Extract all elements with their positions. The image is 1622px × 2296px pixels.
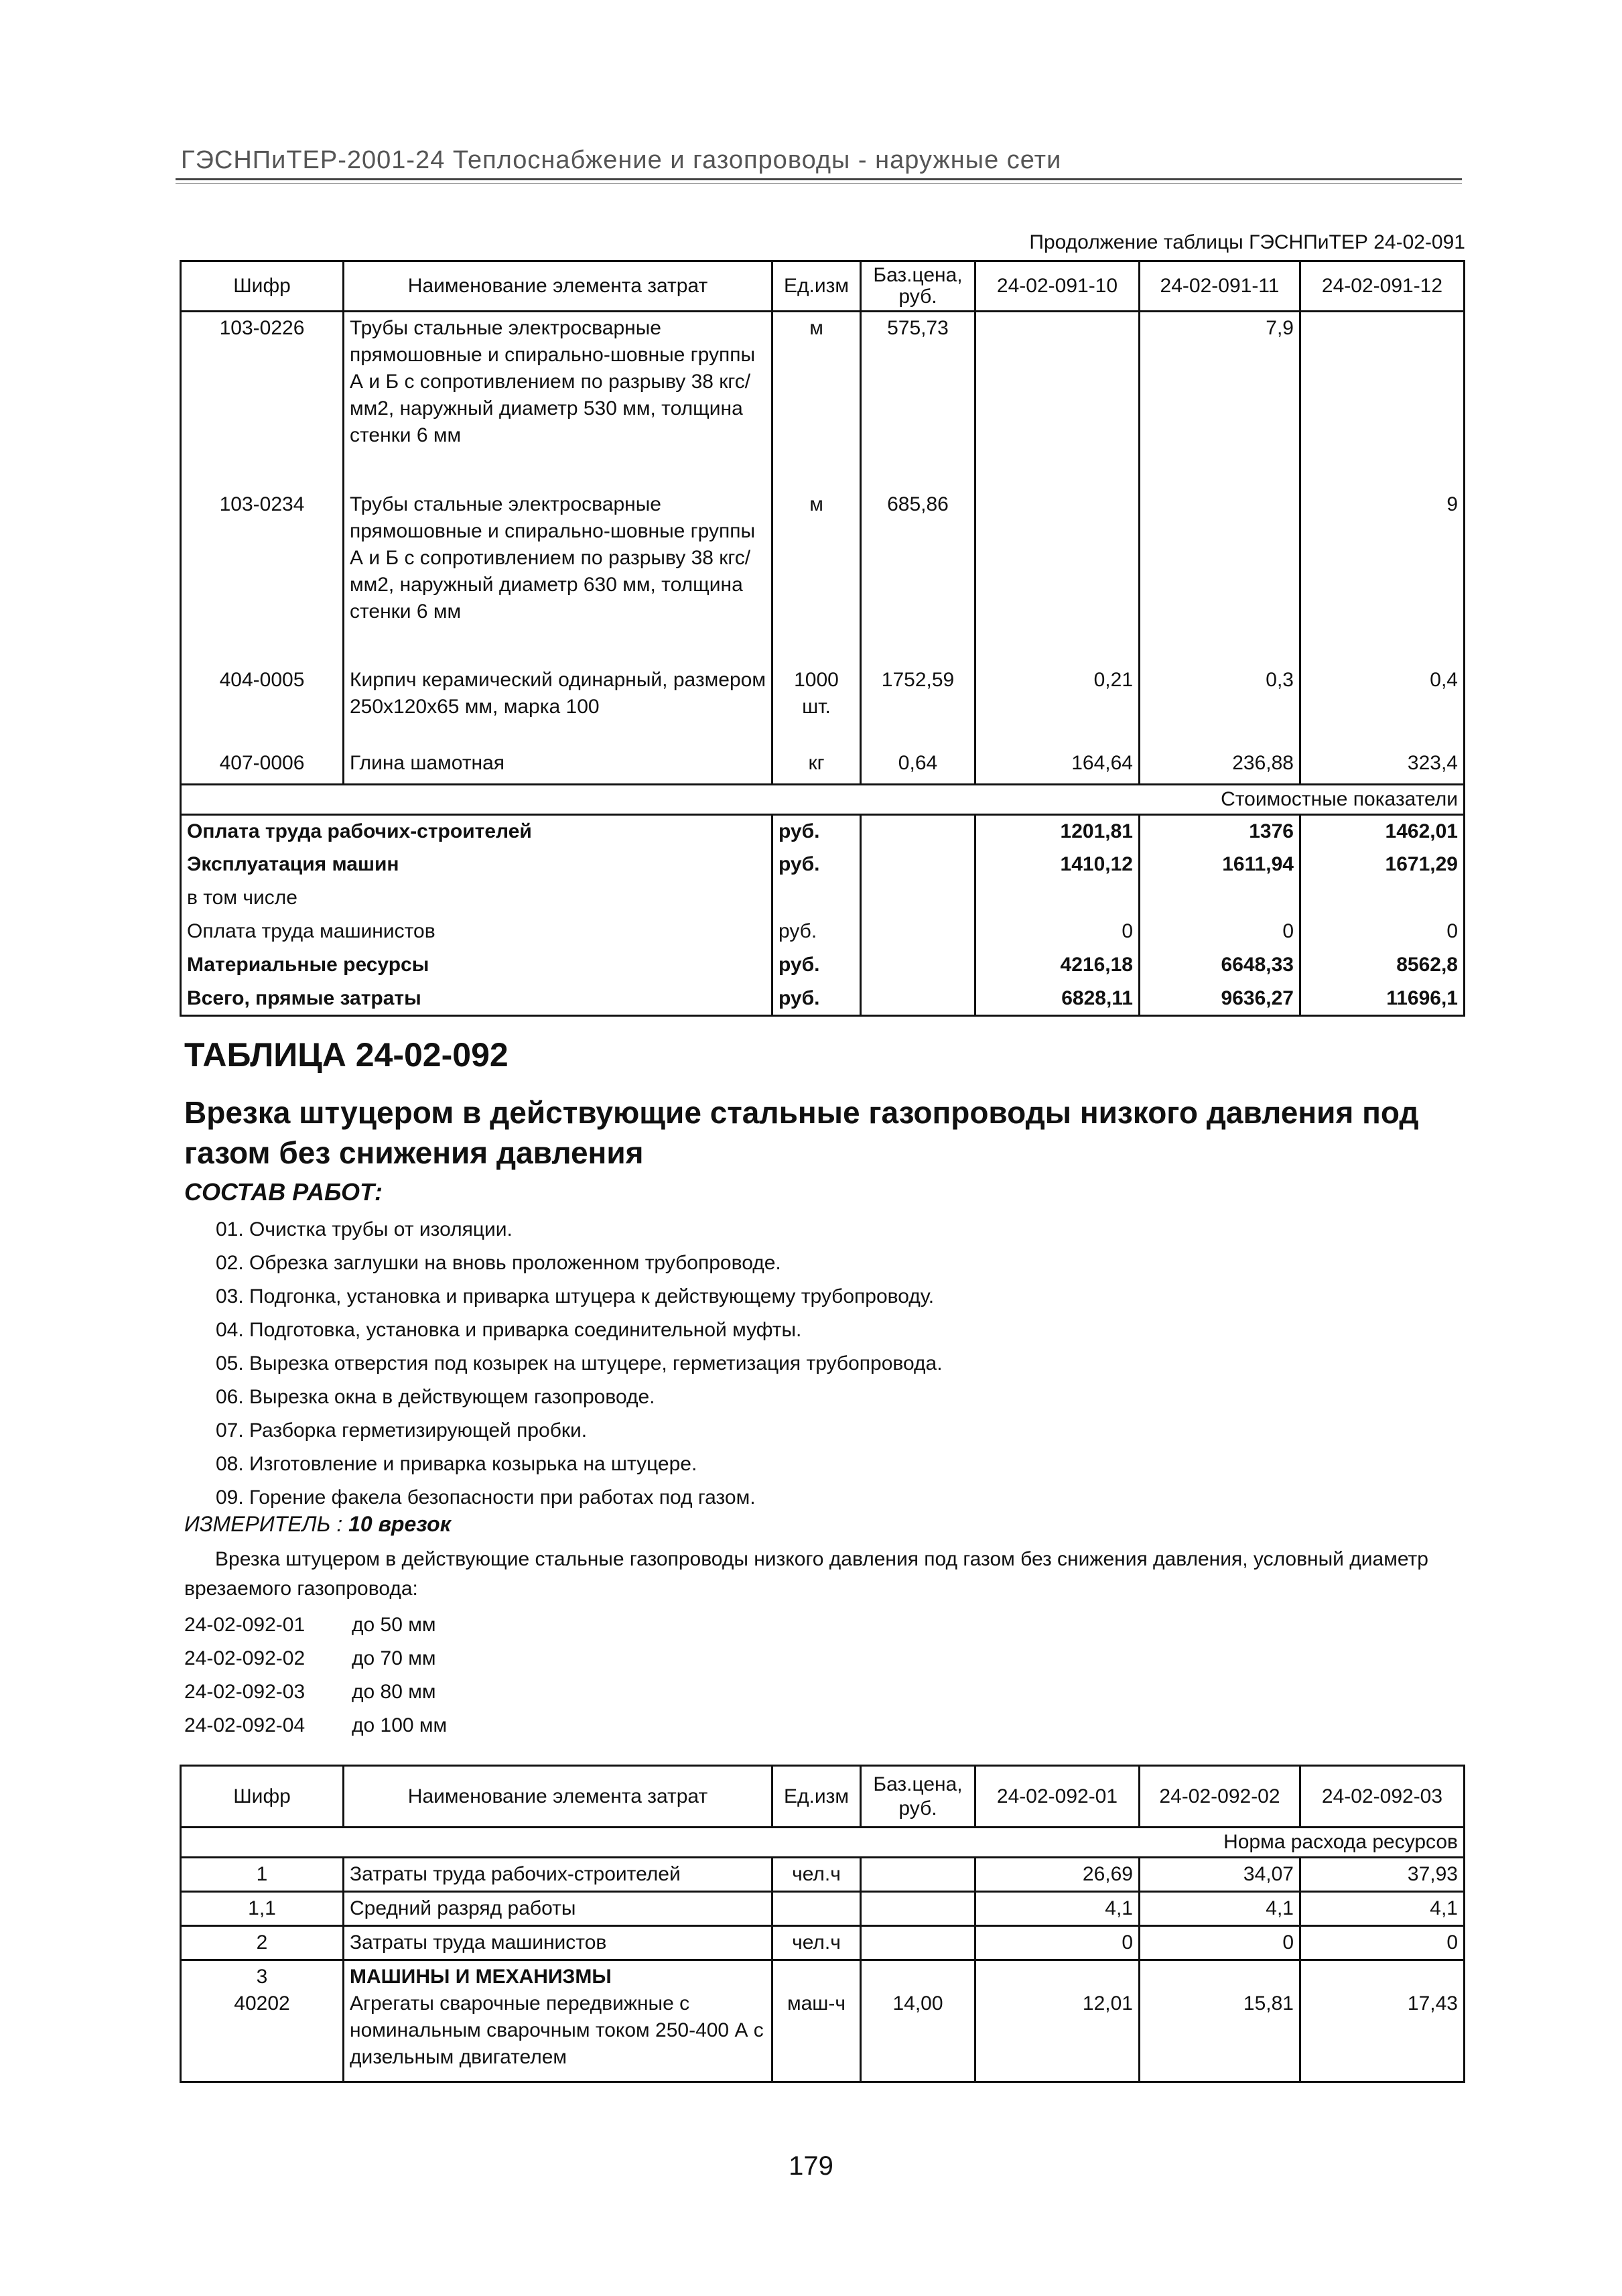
cost-name: в том числе xyxy=(181,882,772,915)
row-price xyxy=(861,1892,975,1926)
col-header-variant-01: 24-02-092-01 xyxy=(975,1766,1140,1828)
row-code: 2 xyxy=(181,1926,344,1960)
cost-unit: руб. xyxy=(772,915,861,949)
cost-value-2 xyxy=(1140,882,1300,915)
col-header-variant-03: 24-02-092-03 xyxy=(1300,1766,1465,1828)
list-item: 06. Вырезка окна в действующем газопроводе. xyxy=(216,1386,655,1408)
cost-value-3: 0 xyxy=(1300,915,1465,949)
row-unit: кг xyxy=(772,747,861,785)
row-value-2: 34,07 xyxy=(1140,1858,1300,1892)
row-unit: чел.ч xyxy=(772,1926,861,1960)
cost-name: Материальные ресурсы xyxy=(181,949,772,982)
row-unit: маш-ч xyxy=(787,1992,846,2015)
row-name: Трубы стальные электросварные прямошовные и спирально-шовные группы А и Б с сопротивлением по разрыву 38 кгс/мм2, наружный диаметр 530 мм, толщина стенки 6 мм xyxy=(344,312,772,489)
col-header-name: Наименование элемента затрат xyxy=(344,261,772,312)
row-name: Кирпич керамический одинарный, размером 250х120х65 мм, марка 100 xyxy=(344,664,772,747)
machines-codes xyxy=(181,1960,344,2082)
col-header-variant-10: 24-02-091-10 xyxy=(975,261,1140,312)
variant-code: 24-02-092-04 xyxy=(184,1714,306,1736)
resources-table-092 xyxy=(180,1765,1465,2083)
col-header-name: Наименование элемента затрат xyxy=(344,1766,772,1828)
row-name: Трубы стальные электросварные прямошовные и спирально-шовные группы А и Б с сопротивлением по разрыву 38 кгс/мм2, наружный диаметр 630 мм, толщина стенки 6 мм xyxy=(344,489,772,664)
cost-row xyxy=(181,915,1465,949)
machines-group-code: 3 xyxy=(256,1966,268,1988)
cost-section-header-row xyxy=(181,785,1465,815)
row-value-1 xyxy=(975,489,1140,664)
row-value-2: 0,3 xyxy=(1140,664,1300,747)
row-code: 40202 xyxy=(234,1992,290,2015)
row-value-3: 9 xyxy=(1300,489,1465,664)
variant-code: 24-02-092-02 xyxy=(184,1647,306,1669)
machines-group xyxy=(181,1960,1465,2082)
meter-value: 10 врезок xyxy=(348,1512,451,1536)
row-name: Затраты труда машинистов xyxy=(344,1926,772,1960)
row-value-1 xyxy=(975,312,1140,489)
cost-value-2: 9636,27 xyxy=(1140,982,1300,1016)
row-value-1: 4,1 xyxy=(975,1892,1140,1926)
row-unit: 1000 шт. xyxy=(772,664,861,747)
table-header-row xyxy=(181,261,1465,312)
row-code: 1 xyxy=(181,1858,344,1892)
row-value-2: 7,9 xyxy=(1140,312,1300,489)
meter-line xyxy=(184,1512,451,1537)
variant-code: 24-02-092-03 xyxy=(184,1681,306,1703)
row-code: 103-0226 xyxy=(181,312,344,489)
table-row xyxy=(181,1892,1465,1926)
cost-value-2: 1611,94 xyxy=(1140,848,1300,882)
row-code: 407-0006 xyxy=(181,747,344,785)
row-code: 404-0005 xyxy=(181,664,344,747)
cost-row xyxy=(181,815,1465,848)
cost-row xyxy=(181,949,1465,982)
cost-value-2: 1376 xyxy=(1140,815,1300,848)
machines-group-title: МАШИНЫ И МЕХАНИЗМЫ xyxy=(350,1966,612,1988)
row-value-2: 236,88 xyxy=(1140,747,1300,785)
page-number: 179 xyxy=(789,2151,833,2181)
row-name: Затраты труда рабочих-строителей xyxy=(344,1858,772,1892)
row-price xyxy=(861,1926,975,1960)
cost-value-1: 6828,11 xyxy=(975,982,1140,1016)
variant-text: до 50 мм xyxy=(352,1614,436,1636)
variant-text: до 100 мм xyxy=(352,1714,448,1736)
header-rule xyxy=(176,178,1462,180)
row-code: 1,1 xyxy=(181,1892,344,1926)
list-item xyxy=(184,1642,447,1675)
row-value-3: 0,4 xyxy=(1300,664,1465,747)
cost-value-3: 8562,8 xyxy=(1300,949,1465,982)
machines-values-1 xyxy=(975,1960,1140,2082)
row-value-2 xyxy=(1140,489,1300,664)
running-header: ГЭСНПиТЕР-2001-24 Теплоснабжение и газопроводы - наружные сети xyxy=(181,146,1062,174)
col-header-variant-02: 24-02-092-02 xyxy=(1140,1766,1300,1828)
section-title: ТАБЛИЦА 24-02-092 xyxy=(184,1036,509,1074)
col-header-unit: Ед.изм xyxy=(772,261,861,312)
works-list xyxy=(216,1213,943,1515)
machines-prices xyxy=(861,1960,975,2082)
row-value-1: 12,01 xyxy=(1082,1992,1133,2015)
row-value-2: 4,1 xyxy=(1140,1892,1300,1926)
variant-text: до 80 мм xyxy=(352,1681,436,1703)
row-value-3 xyxy=(1300,312,1465,489)
cost-row-total xyxy=(181,982,1465,1016)
row-value-3: 4,1 xyxy=(1300,1892,1465,1926)
list-item xyxy=(184,1608,447,1642)
meter-label: ИЗМЕРИТЕЛЬ : xyxy=(184,1512,343,1536)
row-value-3: 323,4 xyxy=(1300,747,1465,785)
row-value-1: 0 xyxy=(975,1926,1140,1960)
row-value-3: 37,93 xyxy=(1300,1858,1465,1892)
cost-name: Оплата труда рабочих-строителей xyxy=(181,815,772,848)
row-value-3: 17,43 xyxy=(1407,1992,1458,2015)
cost-row xyxy=(181,882,1465,915)
col-header-variant-12: 24-02-091-12 xyxy=(1300,261,1465,312)
list-item xyxy=(184,1709,447,1742)
list-item: 02. Обрезка заглушки на вновь проложенном трубопроводе. xyxy=(216,1252,781,1274)
table-row xyxy=(181,1926,1465,1960)
table-row xyxy=(181,489,1465,664)
list-item xyxy=(184,1675,447,1709)
cost-value-1: 0 xyxy=(975,915,1140,949)
cost-value-2: 0 xyxy=(1140,915,1300,949)
variant-list xyxy=(184,1608,447,1742)
cost-value-3: 11696,1 xyxy=(1300,982,1465,1016)
machines-names xyxy=(344,1960,772,2082)
row-price: 0,64 xyxy=(861,747,975,785)
cost-value-3: 1671,29 xyxy=(1300,848,1465,882)
cost-unit: руб. xyxy=(772,982,861,1016)
list-item: 09. Горение факела безопасности при работах под газом. xyxy=(216,1486,756,1509)
table-continuation-caption: Продолжение таблицы ГЭСНПиТЕР 24-02-091 xyxy=(1029,231,1465,253)
col-header-price: Баз.цена, руб. xyxy=(861,261,975,312)
row-price xyxy=(861,1858,975,1892)
row-unit: чел.ч xyxy=(772,1858,861,1892)
table-header-row xyxy=(181,1766,1465,1828)
cost-name: Эксплуатация машин xyxy=(181,848,772,882)
cost-unit: руб. xyxy=(772,815,861,848)
machines-values-2 xyxy=(1140,1960,1300,2082)
variant-code: 24-02-092-01 xyxy=(184,1614,306,1636)
list-item: 04. Подготовка, установка и приварка соединительной муфты. xyxy=(216,1319,802,1341)
norm-section-header-row xyxy=(181,1828,1465,1858)
col-header-price: Баз.цена, руб. xyxy=(861,1766,975,1828)
cost-value-1 xyxy=(975,882,1140,915)
cost-unit xyxy=(772,882,861,915)
list-item: 08. Изготовление и приварка козырька на штуцере. xyxy=(216,1453,697,1475)
cost-name: Оплата труда машинистов xyxy=(181,915,772,949)
table-row xyxy=(181,664,1465,747)
cost-value-3 xyxy=(1300,882,1465,915)
works-label: СОСТАВ РАБОТ: xyxy=(184,1178,383,1206)
section-description: Врезка штуцером в действующие стальные газопроводы низкого давления под газом без снижения давления, условный диаметр врезаемого газопровода: xyxy=(184,1548,1428,1600)
cost-value-1: 1410,12 xyxy=(975,848,1140,882)
row-name: Глина шамотная xyxy=(344,747,772,785)
row-value-2: 0 xyxy=(1140,1926,1300,1960)
table-row xyxy=(181,312,1465,489)
row-unit xyxy=(772,1892,861,1926)
cost-value-1: 1201,81 xyxy=(975,815,1140,848)
row-value-1: 26,69 xyxy=(975,1858,1140,1892)
variant-text: до 70 мм xyxy=(352,1647,436,1669)
list-item: 03. Подгонка, установка и приварка штуцера к действующему трубопроводу. xyxy=(216,1285,935,1308)
col-header-code: Шифр xyxy=(181,261,344,312)
cost-value-3: 1462,01 xyxy=(1300,815,1465,848)
machines-units xyxy=(772,1960,861,2082)
col-header-code: Шифр xyxy=(181,1766,344,1828)
machines-values-3 xyxy=(1300,1960,1465,2082)
row-unit: м xyxy=(772,312,861,489)
row-value-3: 0 xyxy=(1300,1926,1465,1960)
row-value-1: 164,64 xyxy=(975,747,1140,785)
row-value-1: 0,21 xyxy=(975,664,1140,747)
row-code: 103-0234 xyxy=(181,489,344,664)
norm-section-header: Норма расхода ресурсов xyxy=(181,1828,1465,1858)
row-price: 685,86 xyxy=(861,489,975,664)
cost-row xyxy=(181,848,1465,882)
cost-unit: руб. xyxy=(772,949,861,982)
cost-value-2: 6648,33 xyxy=(1140,949,1300,982)
resources-table-091 xyxy=(180,260,1465,1017)
cost-value-1: 4216,18 xyxy=(975,949,1140,982)
row-value-2: 15,81 xyxy=(1243,1992,1294,2015)
table-row xyxy=(181,1858,1465,1892)
row-price: 575,73 xyxy=(861,312,975,489)
row-name: Агрегаты сварочные передвижные с номинальным сварочным током 250-400 А с дизельным двигателем xyxy=(350,1992,764,2068)
list-item: 05. Вырезка отверстия под козырек на штуцере, герметизация трубопровода. xyxy=(216,1352,943,1375)
row-unit: м xyxy=(772,489,861,664)
cost-unit: руб. xyxy=(772,848,861,882)
col-header-variant-11: 24-02-091-11 xyxy=(1140,261,1300,312)
cost-name: Всего, прямые затраты xyxy=(181,982,772,1016)
list-item: 01. Очистка трубы от изоляции. xyxy=(216,1218,513,1240)
header-rule-thin xyxy=(176,183,1462,184)
list-item: 07. Разборка герметизирующей пробки. xyxy=(216,1419,588,1442)
section-subtitle: Врезка штуцером в действующие стальные газопроводы низкого давления под газом без снижения давления xyxy=(184,1095,1419,1170)
col-header-unit: Ед.изм xyxy=(772,1766,861,1828)
row-price: 1752,59 xyxy=(861,664,975,747)
table-row xyxy=(181,747,1465,785)
row-price: 14,00 xyxy=(892,1992,943,2015)
row-name: Средний разряд работы xyxy=(344,1892,772,1926)
cost-section-header: Стоимостные показатели xyxy=(181,785,1465,815)
